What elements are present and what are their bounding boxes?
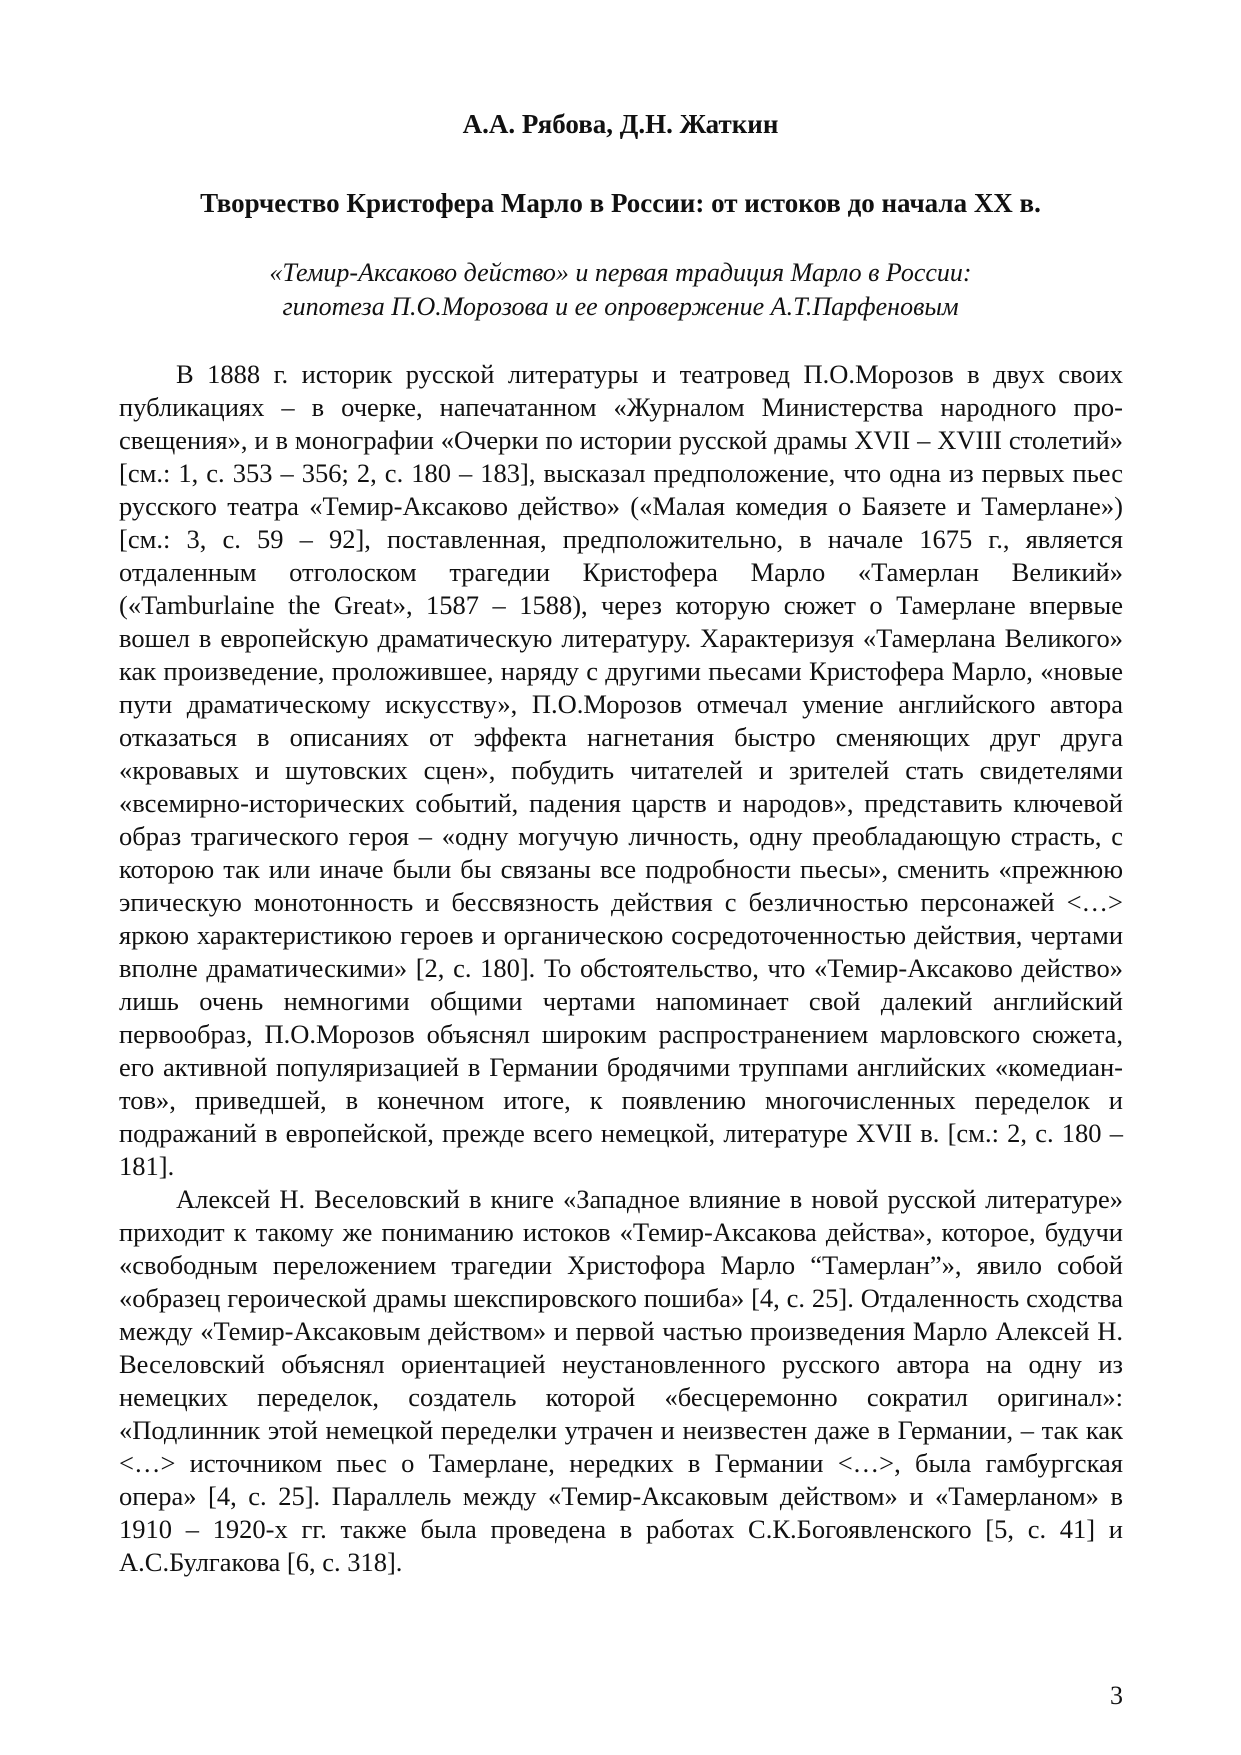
page-number: 3	[1110, 1681, 1123, 1710]
paper-authors: А.А. Рябова, Д.Н. Жаткин	[462, 109, 779, 139]
section-subtitle	[0, 256, 1241, 324]
paragraph-1: В 1888 г. историк русской литературы и театровед П.О.Морозов в двух своих публикациях – в очерке, напечатанном «Журналом Министерства народного просвещения», и в монографии «Очерки по истории русской драмы XVII – XVIII столетий» [см.: 1, с. 353 – 356; 2, с. 180 – 183], высказал предположение, что одна из первых пьес русского театра «Темир-Аксаково действо» («Малая комедия о Баязете и Тамерлане») [см.: 3, с. 59 – 92], поставленная, предположительно, в начале 1675 г., является отдаленным отголоском трагедии Кристофера Марло «Тамерлан Великий» («Tamburlaine the Great», 1587 – 1588), через которую сюжет о Тамерлане впервые вошел в европейскую драматическую литературу. Характеризуя «Тамерлана Великого» как произведение, проложившее, наряду с другими пьесами Кристофера Марло, «новые пути драматическому искусству», П.О.Морозов отмечал умение английского автора отказаться в описаниях от эффекта нагнетания быстро сменяющих друг друга «кровавых и шутовских сцен», побудить читателей и зрителей стать свидетелями «всемирно-исторических событий, падения царств и народов», представить ключевой образ трагического героя – «одну могучую личность, одну преобладающую страсть, с которою так или иначе были бы связаны все подробности пьесы», сменить «прежнюю эпическую монотонность и бессвязность действия с безличностью персонажей <…> яркою характеристикою героев и органическою сосредоточенностью действия, чертами вполне драматическими» [2, с. 180]. То обстоятельство, что «Темир-Аксаково действо» лишь очень немногими общими чертами напоминает свой далекий английский первообраз, П.О.Морозов объяснял широким распространением марловского сюжета, его активной популяризацией в Германии бродячими труппами английских «комедиантов», приведшей, в конечном итоге, к появлению многочисленных переделок и подражаний в европейской, прежде всего немецкой, литературе XVII в. [см.: 2, с. 180 – 181].	[119, 359, 1123, 1181]
subtitle-line-2: гипотеза П.О.Морозова и ее опровержение А.Т.Парфеновым	[282, 292, 959, 321]
subtitle-line-1: «Темир-Аксаково действо» и первая традиция Марло в России:	[269, 258, 972, 287]
paper-title: Творчество Кристофера Марло в России: от истоков до начала XX в.	[200, 188, 1041, 218]
paragraph-2: Алексей Н. Веселовский в книге «Западное влияние в новой русской литературе» приходит к такому же пониманию истоков «Темир-Аксакова действа», которое, будучи «свободным переложением трагедии Христофора Марло “Тамерлан”», явило собой «образец героической драмы шекспировского пошиба» [4, с. 25]. Отдаленность сходства между «Темир-Аксаковым действом» и первой частью произведения Марло Алексей Н. Веселовский объяснял ориентацией неустановленного русского автора на одну из немецких переделок, создатель которой «бесцеремонно сократил оригинал»: «Подлинник этой немецкой переделки утрачен и неизвестен даже в Германии, – так как <…> источником пьес о Тамерлане, нередких в Германии <…>, была гамбургская опера» [4, с. 25]. Параллель между «Темир-Аксаковым действом» и «Тамерланом» в 1910 – 1920-х гг. также была проведена в работах С.К.Богоявленского [5, с. 41] и А.С.Булгакова [6, с. 318].	[119, 1184, 1123, 1577]
body-text	[119, 358, 1123, 1579]
